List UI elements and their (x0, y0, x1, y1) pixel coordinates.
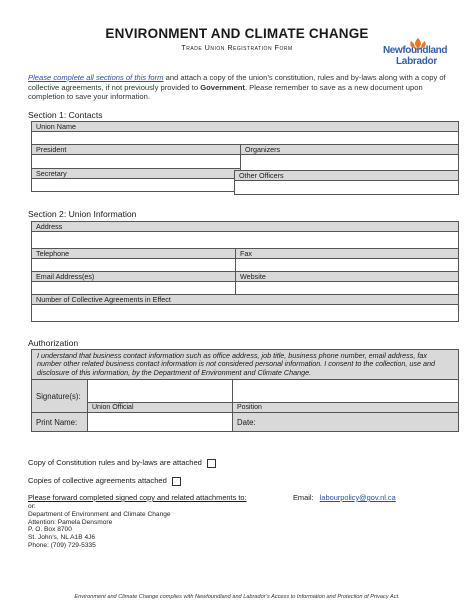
telephone-label: Telephone (32, 249, 236, 259)
agreements-attached-checkbox[interactable] (172, 477, 181, 486)
num-agreements-field[interactable] (32, 305, 459, 322)
website-label: Website (236, 272, 459, 282)
other-officers-label: Other Officers (235, 171, 459, 181)
fax-field[interactable] (236, 259, 459, 272)
authorization-table (31, 349, 459, 432)
president-field[interactable] (32, 155, 241, 169)
union-official-signature-field[interactable] (88, 380, 233, 403)
telephone-field[interactable] (32, 259, 236, 272)
privacy-footer: Environment and Climate Change complies with Newfoundland and Labrador’s Access to Information and Protection of Privacy Act. (74, 594, 400, 600)
fax-label: Fax (236, 249, 459, 259)
email-field[interactable] (32, 282, 236, 295)
address-field[interactable] (32, 232, 459, 249)
position-field[interactable] (233, 380, 459, 403)
form-subtitle: Trade Union Registration Form (181, 43, 293, 52)
signatures-label: Signature(s): (32, 380, 88, 413)
agreements-attached-label: Copies of collective agreements attached (28, 476, 167, 485)
logo-text-newfoundland: Newfoundland (382, 45, 448, 56)
president-label: President (32, 145, 241, 155)
agreements-attached-line (28, 476, 181, 486)
intro-paragraph: Please complete all sections of this form and attach a copy of the union’s constitution, rules and by-laws along with a copy of collective agreements, if not previously provided to Government. Please remember to save as a new document upon completion to save your information. (28, 73, 446, 102)
constitution-attached-label: Copy of Constitution rules and by-laws are attached (28, 458, 202, 467)
website-field[interactable] (236, 282, 459, 295)
constitution-attached-checkbox[interactable] (207, 459, 216, 468)
nl-logo (378, 36, 452, 72)
mailing-address: or: Department of Environment and Climate Change Attention: Pamela Densmore P. O. Box 8700 St. John’s, NL A1B 4J6 Phone: (709) 729-5335 (28, 503, 171, 549)
other-officers-table (234, 170, 459, 195)
email-label: Email Address(es) (32, 272, 236, 282)
print-name-field[interactable] (88, 413, 233, 432)
section1-heading: Section 1: Contacts (28, 110, 103, 120)
consent-statement: I understand that business contact information such as office address, job title, business phone number, email address, fax number other related business contact information is not considered personal information. I consent to the collection, use and disclosure of this information, by the Department of Environment and Climate Change. (32, 350, 459, 380)
organizers-label: Organizers (241, 145, 459, 155)
union-name-label: Union Name (32, 122, 459, 132)
num-agreements-label: Number of Collective Agreements in Effect (32, 295, 459, 305)
logo-text-labrador: Labrador (396, 56, 437, 67)
complete-sections-link[interactable]: Please complete all sections of this form (28, 73, 164, 82)
date-field[interactable]: Date: (233, 413, 459, 432)
print-name-label: Print Name: (32, 413, 88, 432)
authorization-heading: Authorization (28, 338, 79, 348)
secretary-label: Secretary (32, 169, 241, 179)
union-official-label: Union Official (88, 403, 233, 413)
union-name-field[interactable] (32, 132, 459, 145)
section2-heading: Section 2: Union Information (28, 209, 137, 219)
email-link[interactable]: labourpolicy@gov.nl.ca (319, 493, 396, 502)
address-label: Address (32, 222, 459, 232)
forward-instruction: Please forward completed signed copy and related attachments to: (28, 493, 247, 502)
constitution-attached-line (28, 458, 216, 468)
secretary-field[interactable] (32, 179, 241, 192)
email-contact: Email: labourpolicy@gov.nl.ca (293, 493, 396, 502)
form-title: ENVIRONMENT AND CLIMATE CHANGE (105, 26, 369, 41)
union-info-table (31, 221, 459, 322)
position-label: Position (233, 403, 459, 413)
other-officers-field[interactable] (235, 181, 459, 195)
